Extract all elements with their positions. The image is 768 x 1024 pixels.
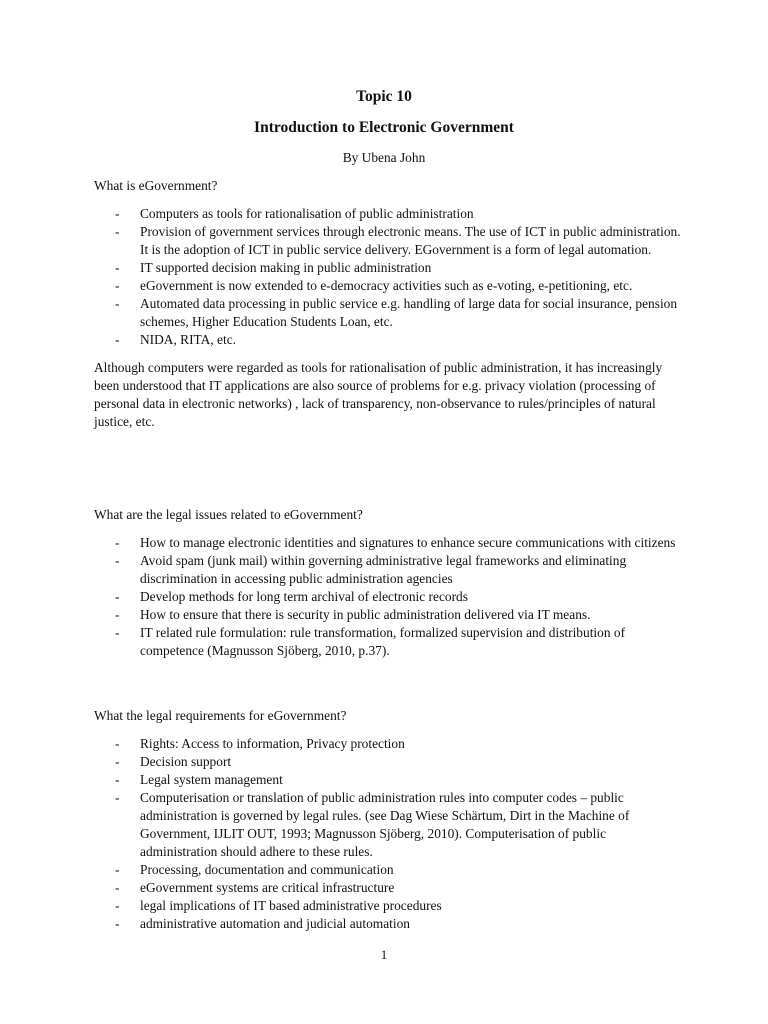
- list-item: [94, 624, 684, 660]
- list-item: [94, 331, 684, 349]
- list-item: [94, 789, 684, 861]
- dash-marker: -: [115, 790, 120, 805]
- list-item: [94, 259, 684, 277]
- bullet-list: [94, 534, 684, 660]
- list-item-text: Processing, documentation and communication: [140, 862, 394, 877]
- list-item-text: NIDA, RITA, etc.: [140, 332, 236, 347]
- list-item: [94, 861, 684, 879]
- section-legal-issues: [94, 506, 684, 660]
- author-line: By Ubena John: [342, 150, 426, 165]
- dash-marker: -: [115, 296, 120, 311]
- page-number: 1: [380, 947, 388, 962]
- dash-marker: -: [115, 736, 120, 751]
- section-legal-requirements: [94, 707, 684, 933]
- list-item-text: How to manage electronic identities and signatures to enhance secure communications with citizens: [140, 535, 676, 550]
- section-what-is-egovernment: [94, 177, 684, 431]
- bullet-list: [94, 205, 684, 349]
- list-item-text: Computers as tools for rationalisation of public administration: [140, 206, 474, 221]
- dash-marker: -: [115, 278, 120, 293]
- dash-marker: -: [115, 754, 120, 769]
- topic-heading: Topic 10: [356, 88, 412, 105]
- list-item: [94, 534, 684, 552]
- list-item-text: Develop methods for long term archival of electronic records: [140, 589, 468, 604]
- list-item-text: Decision support: [140, 754, 232, 769]
- dash-marker: -: [115, 772, 120, 787]
- list-item-text: Computerisation or translation of public administration rules into computer codes – public administration is governed by legal rules. (see Dag Wiese Schärtum, Dirt in the Machine of Government, IJLIT OUT, 1993; Magnusson Sjöberg, 2010). Computerisation of public administration should adhere to these rules.: [140, 790, 630, 859]
- section-question: What the legal requirements for eGovernment?: [94, 708, 347, 723]
- list-item: [94, 223, 684, 259]
- list-item: [94, 753, 684, 771]
- list-item-text: IT supported decision making in public administration: [140, 260, 432, 275]
- dash-marker: -: [115, 916, 120, 931]
- list-item: [94, 735, 684, 753]
- dash-marker: -: [115, 880, 120, 895]
- dash-marker: -: [115, 589, 120, 604]
- list-item-text: eGovernment is now extended to e-democracy activities such as e-voting, e-petitioning, etc.: [140, 278, 633, 293]
- dash-marker: -: [115, 206, 120, 221]
- list-item-text: IT related rule formulation: rule transformation, formalized supervision and distribution of competence (Magnusson Sjöberg, 2010, p.37).: [140, 625, 626, 658]
- list-item-text: Rights: Access to information, Privacy protection: [140, 736, 405, 751]
- body-paragraph: Although computers were regarded as tools for rationalisation of public administration, it has increasingly been understood that IT applications are also source of problems for e.g. privacy violation (processing of personal data in electronic networks) , lack of transparency, non-observance to rules/principles of natural justice, etc.: [94, 360, 663, 429]
- list-item: [94, 295, 684, 331]
- dash-marker: -: [115, 862, 120, 877]
- bullet-list: [94, 735, 684, 933]
- list-item: [94, 205, 684, 223]
- list-item: [94, 588, 684, 606]
- dash-marker: -: [115, 332, 120, 347]
- list-item: [94, 606, 684, 624]
- list-item-text: legal implications of IT based administrative procedures: [140, 898, 442, 913]
- list-item-text: Provision of government services through electronic means. The use of ICT in public administration. It is the adoption of ICT in public service delivery. EGovernment is a form of legal automation.: [140, 224, 681, 257]
- document-title: Introduction to Electronic Government: [254, 119, 514, 136]
- list-item: [94, 771, 684, 789]
- dash-marker: -: [115, 553, 120, 568]
- dash-marker: -: [115, 625, 120, 640]
- list-item-text: How to ensure that there is security in public administration delivered via IT means.: [140, 607, 591, 622]
- section-question: What are the legal issues related to eGovernment?: [94, 507, 363, 522]
- list-item: [94, 915, 684, 933]
- dash-marker: -: [115, 607, 120, 622]
- list-item-text: Legal system management: [140, 772, 283, 787]
- list-item-text: Automated data processing in public service e.g. handling of large data for social insurance, pension schemes, Higher Education Students Loan, etc.: [140, 296, 678, 329]
- list-item: [94, 897, 684, 915]
- dash-marker: -: [115, 898, 120, 913]
- list-item-text: administrative automation and judicial automation: [140, 916, 410, 931]
- dash-marker: -: [115, 260, 120, 275]
- dash-marker: -: [115, 224, 120, 239]
- list-item: [94, 277, 684, 295]
- list-item-text: Avoid spam (junk mail) within governing administrative legal frameworks and eliminating discrimination in accessing public administration agencies: [140, 553, 627, 586]
- dash-marker: -: [115, 535, 120, 550]
- list-item-text: eGovernment systems are critical infrastructure: [140, 880, 395, 895]
- list-item: [94, 879, 684, 897]
- section-question: What is eGovernment?: [94, 178, 218, 193]
- list-item: [94, 552, 684, 588]
